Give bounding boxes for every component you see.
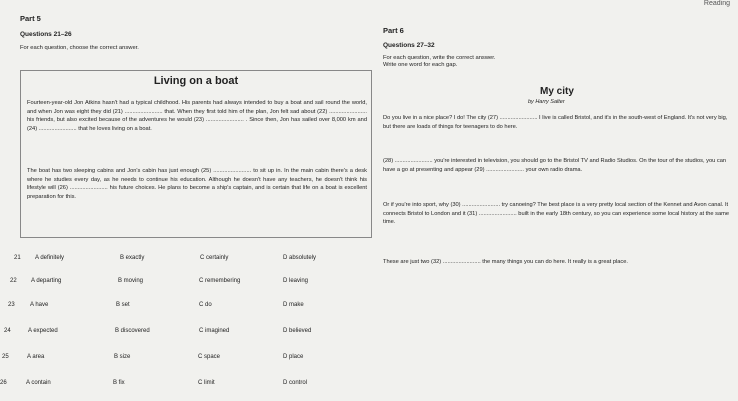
option-d[interactable]: D leaving bbox=[283, 278, 309, 284]
option-number: 24 bbox=[4, 328, 11, 334]
option-b[interactable]: B exactly bbox=[120, 255, 145, 261]
option-b[interactable]: B set bbox=[116, 302, 130, 308]
option-d[interactable]: D control bbox=[283, 380, 308, 386]
option-number: 25 bbox=[2, 354, 9, 360]
passage-paragraph-2: The boat has two sleeping cabins and Jon's cabin has just enough (25) ........................ to sit up in. In the main cabin there's a desk where he studies every day, as he needs to continue his education. Although he doesn't have any teachers, he doesn't think his lifestyle will (26) ........................ his future choices. He plans to become a ship's captain, and is certain that life on a boat is excellent preparation for this. bbox=[27, 168, 367, 200]
option-row-24 bbox=[0, 328, 360, 338]
part6-heading: Part 6 bbox=[383, 26, 404, 35]
part5-instruction: For each question, choose the correct answer. bbox=[20, 45, 139, 51]
option-c[interactable]: C certainly bbox=[200, 255, 229, 261]
part6-instruction-1: For each question, write the correct answer. bbox=[383, 55, 496, 61]
option-row-21 bbox=[0, 255, 360, 265]
option-a[interactable]: A have bbox=[30, 302, 49, 308]
option-number: 22 bbox=[10, 278, 17, 284]
passage-box bbox=[20, 70, 372, 238]
article-author: by Harry Salter bbox=[528, 99, 565, 105]
article-paragraph-4: These are just two (32) ........................ the many things you can do here. It really is a great place. bbox=[383, 259, 628, 265]
option-a[interactable]: A area bbox=[27, 354, 45, 360]
option-a[interactable]: A expected bbox=[28, 328, 58, 334]
option-a[interactable]: A contain bbox=[26, 380, 51, 386]
option-row-22 bbox=[0, 278, 360, 288]
option-d[interactable]: D believed bbox=[283, 328, 312, 334]
part6-instruction-2: Write one word for each gap. bbox=[383, 62, 458, 68]
option-b[interactable]: B size bbox=[114, 354, 131, 360]
option-row-25 bbox=[0, 354, 360, 364]
option-c[interactable]: C do bbox=[199, 302, 212, 308]
passage-title: Living on a boat bbox=[153, 75, 239, 87]
option-row-26 bbox=[0, 380, 360, 390]
article-paragraph-2: (28) ........................ you're interested in television, you should go to the Bristol TV and Radio Studios. On the tour of the studios, you can have a go at presenting and appear (29) ........................ your own radio drama. bbox=[383, 158, 727, 173]
option-number: 21 bbox=[14, 255, 21, 261]
passage-paragraph-1: Fourteen-year-old Jon Atkins hasn't had a typical childhood. His parents had always intended to buy a boat and sail round the world, and when Jon was eight they did (21) ........................ that. When they first told him of the plan, Jon felt sad about (22) ........................ his friends, but also excited because of the adventures he would (23) ........................ . Since then, Jon has sailed over 8,000 km and (24) ........................ that he loves living on a boat. bbox=[27, 100, 367, 132]
article-paragraph-3: Or if you're into sport, why (30) ........................ try canoeing? The best place is a very pretty local section of the Kennet and Avon canal. It connects Bristol to London and it (31) ........................ built in the early 18th century, so you can experience some local history at the same time. bbox=[383, 202, 730, 226]
article-paragraph-1: Do you live in a nice place? I do! The city (27) ........................ I live is called Bristol, and it's in the south-west of England. It's not very big, but there are loads of things for teenagers to do here. bbox=[383, 115, 728, 130]
option-d[interactable]: D place bbox=[283, 354, 304, 360]
option-a[interactable]: A departing bbox=[31, 278, 62, 284]
corner-label: Reading bbox=[703, 0, 730, 7]
option-c[interactable]: C remembering bbox=[199, 278, 241, 284]
option-a[interactable]: A definitely bbox=[35, 255, 65, 261]
option-b[interactable]: B fix bbox=[113, 380, 125, 386]
option-d[interactable]: D make bbox=[283, 302, 304, 308]
article-title: My city bbox=[540, 86, 574, 97]
option-d[interactable]: D absolutely bbox=[283, 255, 317, 261]
option-row-23 bbox=[0, 302, 360, 312]
option-b[interactable]: B discovered bbox=[115, 328, 150, 334]
part5-heading: Part 5 bbox=[20, 14, 41, 23]
part5-questions: Questions 21–26 bbox=[20, 31, 72, 38]
option-c[interactable]: C limit bbox=[198, 380, 215, 386]
option-number: 23 bbox=[8, 302, 15, 308]
option-number: 26 bbox=[0, 380, 7, 386]
option-b[interactable]: B moving bbox=[118, 278, 144, 284]
option-c[interactable]: C space bbox=[198, 354, 221, 360]
option-c[interactable]: C imagined bbox=[199, 328, 230, 334]
part6-questions: Questions 27–32 bbox=[383, 42, 435, 49]
